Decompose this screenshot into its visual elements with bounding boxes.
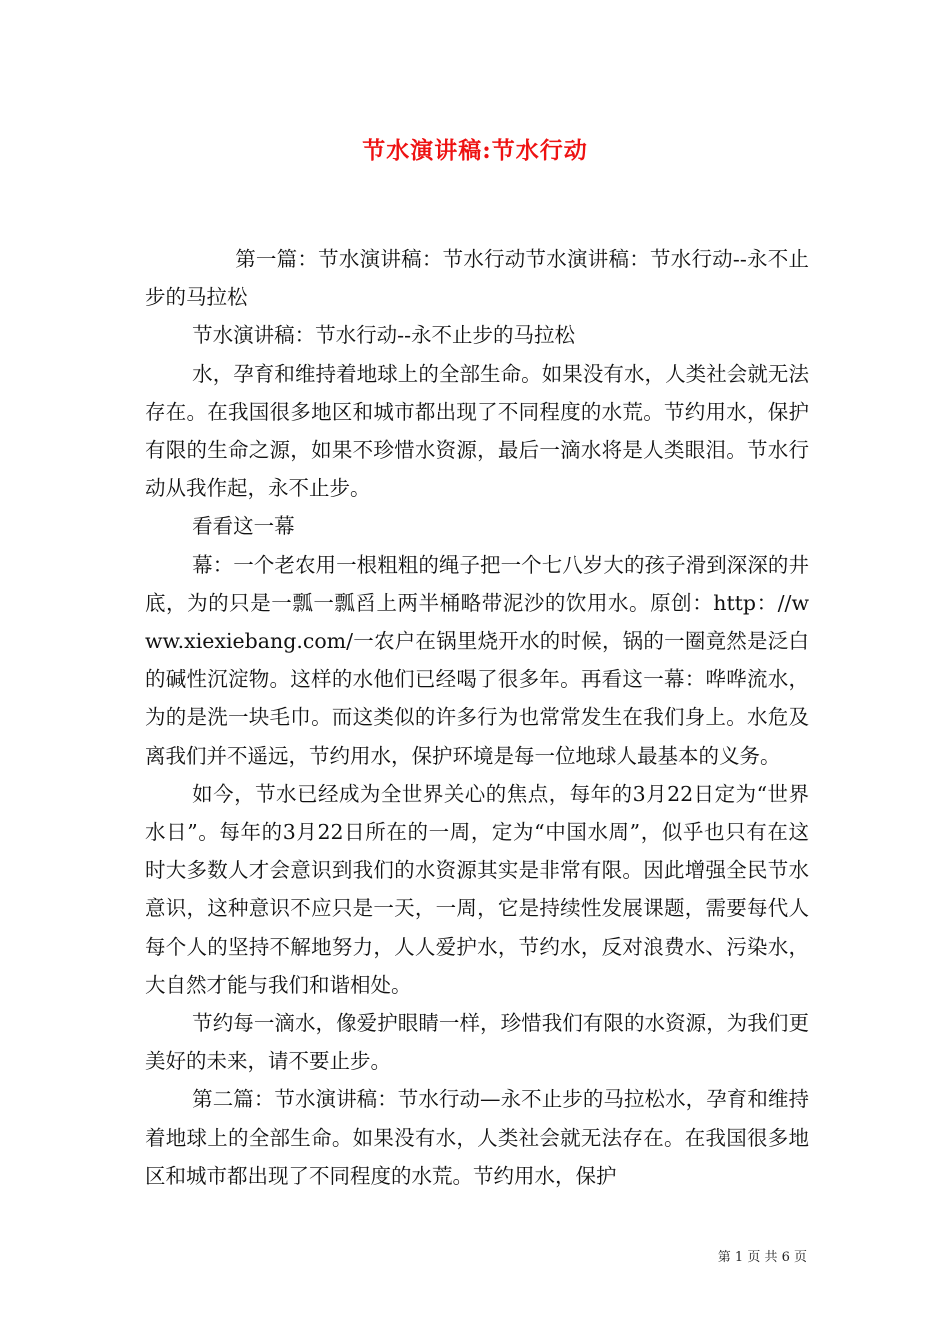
paragraph: 水，孕育和维持着地球上的全部生命。如果没有水，人类社会就无法存在。在我国很多地区和城市都出现了不同程度的水荒。节约用水，保护有限的生命之源，如果不珍惜水资源，最后一滴水将是人类眼泪。节水行动从我作起，永不止步。 [145,361,809,501]
paragraph: 第一篇：节水演讲稿：节水行动节水演讲稿：节水行动--永不止步的马拉松 [145,247,809,310]
paragraph: 第二篇：节水演讲稿：节水行动—永不止步的马拉松水，孕育和维持着地球上的全部生命。如果没有水，人类社会就无法存在。在我国很多地区和城市都出现了不同程度的水荒。节约用水，保护 [145,1087,809,1188]
paragraph: 看看这一幕 [192,514,295,539]
paragraph: 节约每一滴水，像爱护眼睛一样，珍惜我们有限的水资源，为我们更美好的未来，请不要止步。 [145,1011,809,1074]
document-body [145,240,809,1195]
paragraph: 如今，节水已经成为全世界关心的焦点，每年的3月22日定为“世界水日”。每年的3月22日所在的一周，定为“中国水周”，似乎也只有在这时大多数人才会意识到我们的水资源其实是非常有限。因此增强全民节水意识，这种意识不应只是一天，一周，它是持续性发展课题，需要每代人每个人的坚持不解地努力，人人爱护水，节约水，反对浪费水、污染水，大自然才能与我们和谐相处。 [145,781,809,997]
paragraph: 幕：一个老农用一根粗粗的绳子把一个七八岁大的孩子滑到深深的井底，为的只是一瓢一瓢舀上两半桶略带泥沙的饮用水。原创：http：//www.xiexiebang.com/一农户在锅里烧开水的时候，锅的一圈竟然是泛白的碱性沉淀物。这样的水他们已经喝了很多年。再看这一幕：哗哗流水，为的是洗一块毛巾。而这类似的许多行为也常常发生在我们身上。水危及离我们并不遥远，节约用水，保护环境是每一位地球人最基本的义务。 [145,552,809,768]
page-title: 节水演讲稿:节水行动 [362,137,588,164]
page-number: 第 1 页 共 6 页 [717,1250,807,1265]
paragraph: 节水演讲稿：节水行动--永不止步的马拉松 [192,323,575,348]
